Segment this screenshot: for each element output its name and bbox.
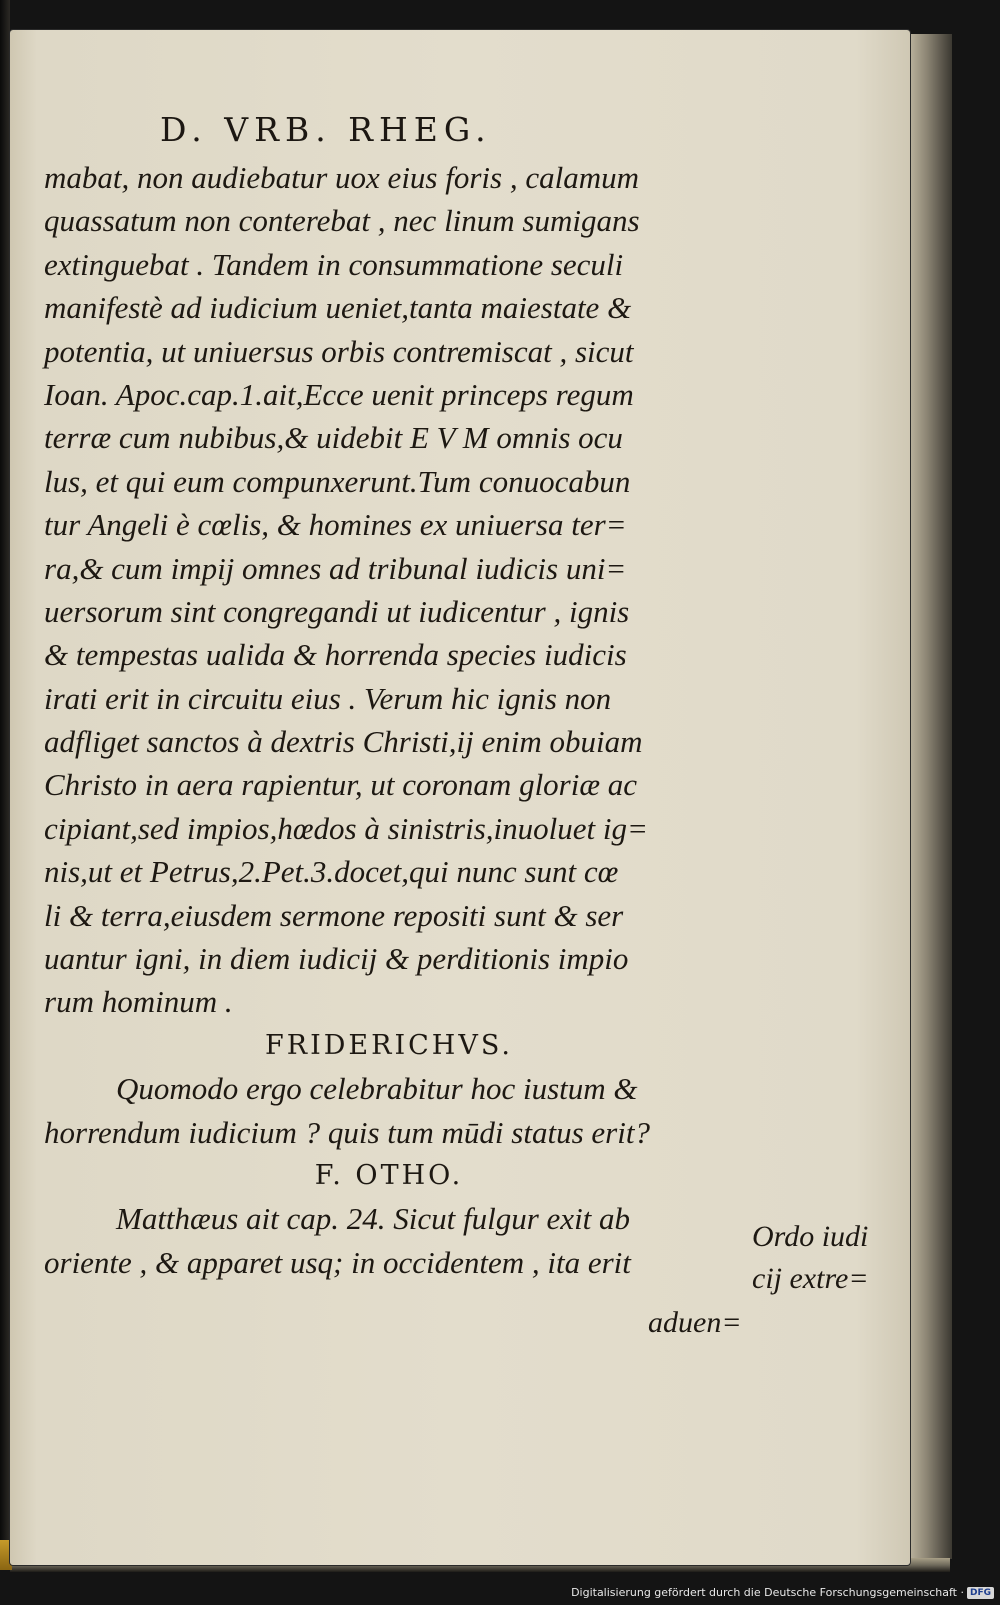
text-line: irati erit in circuitu eius . Verum hic ignis non (44, 680, 612, 716)
text-line: Ioan. Apoc.cap.1.ait,Ecce uenit princeps regum (44, 376, 634, 412)
text-line: mabat, non audiebatur uox eius foris , calamum (44, 160, 639, 195)
answer-line: oriente , & apparet usq; in occidentem , ita erit (44, 1244, 631, 1280)
text-line: terræ cum nubibus,& uidebit E V M omnis ocu (44, 420, 623, 456)
text-line: uersorum sint congregandi ut iudicentur , ignis (44, 593, 630, 629)
text-line: quassatum non conterebat , nec linum sumigans (44, 203, 640, 239)
question-line: Quomodo ergo celebrabitur hoc iustum & (116, 1071, 638, 1107)
text-line: extinguebat . Tandem in consummatione seculi (44, 246, 624, 282)
text-line: nis,ut et Petrus,2.Pet.3.docet,qui nunc sunt cœ (44, 854, 619, 890)
text-line: tur Angeli è cœlis, & homines ex uniuersa ter= (44, 507, 627, 543)
text-line: manifestè ad iudicium ueniet,tanta maiestate & (44, 290, 632, 326)
text-line: & tempestas ualida & horrenda species iudicis (44, 637, 627, 673)
speaker-heading: FRIDERICHVS. (265, 1029, 513, 1061)
dfg-logo: DFG (967, 1587, 994, 1599)
margin-note: Ordo iudi (752, 1220, 869, 1253)
text-line: uantur igni, in diem iudicij & perditionis impio (44, 941, 629, 977)
credit-text: Digitalisierung gefördert durch die Deutsche Forschungsgemeinschaft · (571, 1586, 964, 1599)
text-line: potentia, ut uniuersus orbis contremiscat , sicut (44, 333, 634, 369)
answer-line: Matthæus ait cap. 24. Sicut fulgur exit ab (116, 1201, 631, 1237)
question-line: horrendum iudicium ? quis tum mūdi status erit? (44, 1114, 650, 1150)
margin-note: cij extre= (752, 1262, 869, 1295)
text-line: lus, et qui eum compunxerunt.Tum conuocabun (44, 463, 631, 499)
digitization-credit (571, 1586, 994, 1599)
text-block (44, 156, 734, 1284)
page-edge (910, 34, 952, 1559)
text-line: cipiant,sed impios,hœdos à sinistris,inuoluet ig= (44, 810, 648, 846)
text-line: adfliget sanctos à dextris Christi,ij enim obuiam (44, 724, 643, 760)
text-line: ra,& cum impij omnes ad tribunal iudicis uni= (44, 550, 627, 586)
book-binding (0, 0, 10, 1570)
text-line: rum hominum . (44, 984, 233, 1020)
running-header: D. VRB. RHEG. (160, 110, 492, 149)
speaker-heading: F. OTHO. (314, 1159, 464, 1191)
catchword: aduen= (648, 1306, 742, 1339)
text-line: li & terra,eiusdem sermone repositi sunt & ser (44, 897, 624, 933)
text-line: Christo in aera rapientur, ut coronam gloriæ ac (44, 767, 638, 803)
